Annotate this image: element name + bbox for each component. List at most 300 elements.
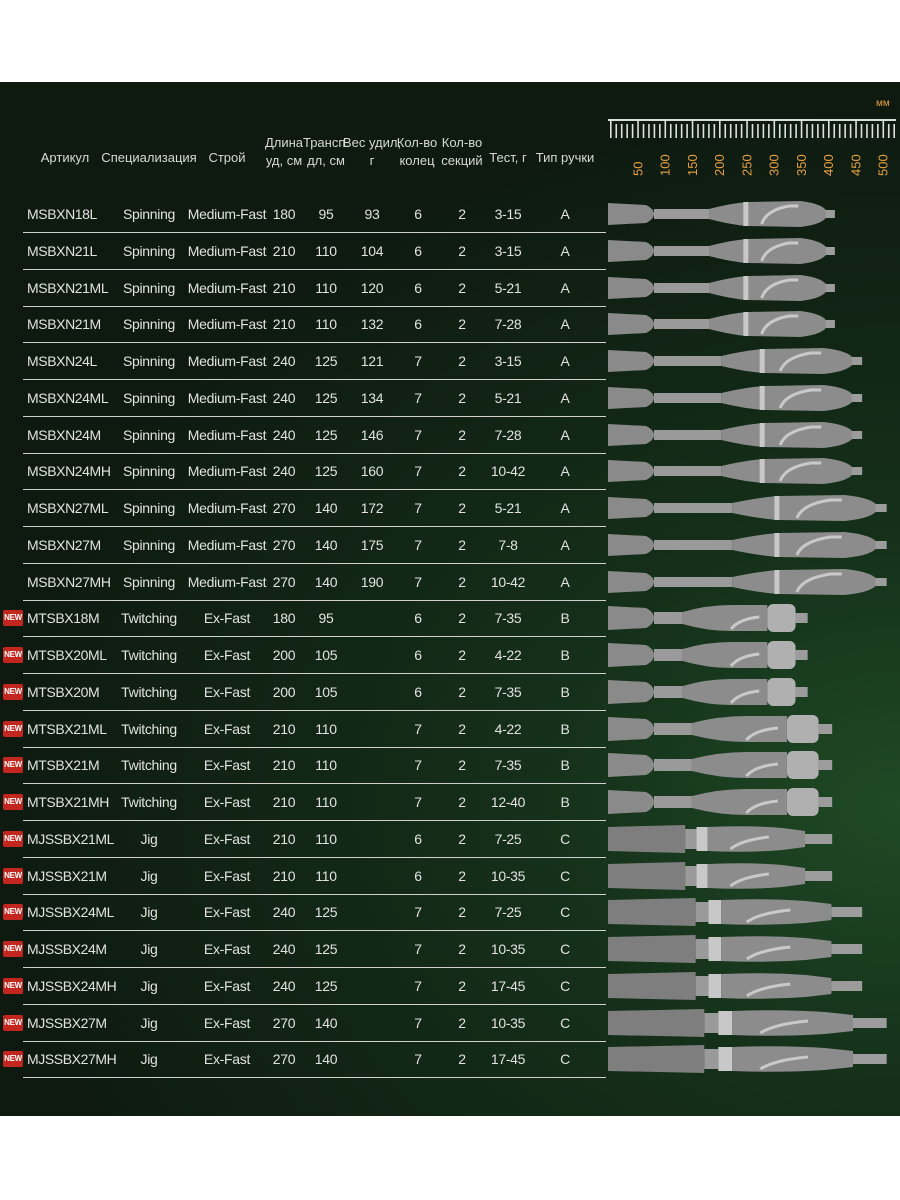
ruler-label: 100	[657, 154, 673, 176]
action-cell: Medium-Fast	[187, 242, 267, 259]
test-cell: 10-35	[490, 867, 526, 884]
winding-check	[767, 678, 795, 706]
mm-ruler	[606, 82, 900, 182]
length-cell: 200	[272, 683, 296, 700]
butt-grip	[608, 497, 654, 519]
sections-cell: 2	[458, 426, 466, 443]
action-cell: Medium-Fast	[187, 389, 267, 406]
table-row	[0, 821, 900, 858]
spec-cell: Spinning	[122, 389, 176, 406]
ruler-unit-label: мм	[876, 98, 890, 109]
article-cell: MSBXN27MH	[27, 573, 111, 590]
tip-ferrule	[852, 357, 862, 365]
handle-type-cell: A	[560, 426, 570, 443]
handle-type-cell: A	[560, 353, 570, 369]
new-badge: NEW	[3, 757, 23, 773]
sections-cell: 2	[458, 463, 466, 480]
tip-ferrule	[819, 760, 833, 770]
handle-type-cell: B	[560, 683, 570, 700]
table-row	[0, 453, 900, 490]
butt-grip	[608, 277, 654, 299]
table-row	[0, 270, 900, 307]
header-sections: Кол-во секций	[441, 135, 483, 168]
length-cell: 270	[272, 573, 296, 590]
transport-cell: 140	[314, 1014, 338, 1031]
rings-cell: 7	[414, 500, 422, 516]
transport-cell: 125	[314, 977, 338, 994]
action-cell: Ex-Fast	[203, 757, 251, 774]
handle-type-cell: A	[560, 463, 570, 480]
spec-cell: Spinning	[122, 426, 176, 443]
ruler-tick	[872, 124, 874, 138]
table-row	[0, 711, 900, 748]
blank-section	[654, 246, 709, 256]
blank-section	[654, 686, 683, 698]
article-cell: MTSBX20M	[27, 683, 100, 700]
handle-diagram	[606, 343, 898, 379]
transport-cell: 125	[314, 426, 338, 443]
handle-diagram	[606, 270, 898, 306]
handle-type-cell: C	[560, 830, 570, 847]
transport-cell: 95	[318, 610, 334, 627]
test-cell: 5-21	[494, 500, 522, 516]
spec-cell: Spinning	[122, 206, 176, 222]
rings-cell: 6	[414, 683, 422, 700]
article-cell: MTSBX18M	[27, 610, 100, 627]
handle-diagram	[606, 380, 898, 416]
action-cell: Ex-Fast	[203, 830, 251, 847]
tip-ferrule	[819, 797, 833, 807]
blank-section	[685, 866, 696, 886]
tip-ferrule	[826, 320, 835, 328]
ruler-tick	[626, 124, 628, 138]
handle-type-cell: A	[560, 573, 570, 590]
article-cell: MSBXN24ML	[27, 389, 109, 406]
ruler-tick	[763, 124, 765, 138]
article-cell: MSBXN21M	[27, 316, 101, 333]
tip-ferrule	[805, 871, 832, 881]
tip-ferrule	[796, 650, 808, 660]
test-cell: 4-22	[494, 647, 522, 663]
reel-seat-ring	[774, 533, 779, 557]
handle-diagram	[606, 196, 898, 232]
row-divider	[23, 1077, 606, 1078]
blank-section	[654, 430, 721, 440]
tip-ferrule	[875, 504, 886, 512]
reel-seat-ring	[760, 423, 765, 447]
table-row	[0, 380, 900, 417]
blank-section	[654, 649, 683, 661]
spec-cell: Twitching	[121, 794, 177, 810]
sections-cell: 2	[458, 242, 466, 259]
reel-seat-ring	[708, 974, 721, 998]
ruler-tick	[779, 124, 781, 138]
table-row	[0, 306, 900, 343]
winding-check	[787, 715, 819, 743]
blank-section	[654, 356, 721, 366]
tip-ferrule	[826, 284, 835, 292]
handle-diagram	[606, 968, 898, 1004]
article-cell: MTSBX20ML	[27, 647, 107, 663]
rings-cell: 6	[414, 206, 422, 222]
spec-table-panel	[0, 82, 900, 1116]
length-cell: 210	[272, 757, 296, 774]
handle-type-cell: C	[560, 977, 570, 994]
handle-diagram	[606, 674, 898, 710]
ruler-tick	[724, 124, 726, 138]
ruler-tick	[861, 124, 863, 138]
transport-cell: 125	[314, 904, 338, 921]
butt-grip	[608, 606, 654, 630]
length-cell: 180	[272, 610, 296, 627]
handle-type-cell: B	[560, 647, 570, 663]
handle-type-cell: A	[560, 279, 570, 296]
blank-section	[654, 540, 732, 550]
blank-section	[704, 1013, 718, 1033]
rings-cell: 6	[414, 316, 422, 333]
spec-cell: Twitching	[121, 757, 177, 774]
new-badge: NEW	[3, 941, 23, 957]
article-cell: MSBXN18L	[27, 206, 97, 222]
handle-diagram	[606, 711, 898, 747]
header-specialization: Специализация	[101, 150, 197, 165]
sections-cell: 2	[458, 536, 466, 553]
article-cell: MSBXN24L	[27, 353, 97, 369]
ruler-tick	[697, 124, 699, 138]
ruler-tick	[839, 124, 841, 138]
reel-seat-ring	[743, 312, 748, 336]
sections-cell: 2	[458, 279, 466, 296]
blank-section	[696, 976, 709, 996]
length-cell: 240	[272, 389, 296, 406]
rings-cell: 7	[414, 1014, 422, 1031]
table-row	[0, 233, 900, 270]
article-cell: MSBXN24M	[27, 426, 101, 443]
ruler-tick	[828, 120, 830, 138]
handle-diagram	[606, 453, 898, 489]
ruler-label: 250	[739, 154, 755, 176]
ruler-tick	[735, 124, 737, 138]
article-cell: MJSSBX24MH	[27, 977, 117, 994]
tip-ferrule	[853, 1018, 887, 1028]
spec-cell: Jig	[140, 904, 158, 921]
test-cell: 10-42	[490, 573, 526, 590]
handle-diagram	[606, 490, 898, 526]
sections-cell: 2	[458, 1014, 466, 1031]
rings-cell: 6	[414, 279, 422, 296]
article-cell: MSBXN27ML	[27, 500, 109, 516]
header-length: Длина уд, см	[264, 135, 304, 168]
ruler-tick	[665, 120, 667, 138]
weight-cell: 160	[360, 463, 384, 480]
test-cell: 10-42	[490, 463, 526, 480]
length-cell: 270	[272, 536, 296, 553]
tip-ferrule	[852, 467, 862, 475]
action-cell: Medium-Fast	[187, 426, 267, 443]
transport-cell: 140	[314, 500, 338, 516]
sections-cell: 2	[458, 500, 466, 516]
new-badge: NEW	[3, 1015, 23, 1031]
rings-cell: 7	[414, 794, 422, 810]
length-cell: 210	[272, 316, 296, 333]
length-cell: 210	[272, 867, 296, 884]
ruler-tick	[833, 124, 835, 138]
butt-grip	[608, 240, 654, 262]
length-cell: 180	[272, 206, 296, 222]
transport-cell: 140	[314, 573, 338, 590]
action-cell: Ex-Fast	[203, 977, 251, 994]
handle-type-cell: C	[560, 1051, 570, 1068]
test-cell: 17-45	[490, 1051, 526, 1068]
new-badge: NEW	[3, 794, 23, 810]
test-cell: 3-15	[494, 242, 522, 259]
length-cell: 210	[272, 720, 296, 737]
table-row	[0, 637, 900, 674]
spec-cell: Spinning	[122, 573, 176, 590]
handle-diagram	[606, 1041, 898, 1077]
handle-type-cell: A	[560, 500, 570, 516]
rings-cell: 7	[414, 1051, 422, 1068]
ruler-tick	[893, 124, 895, 138]
rings-cell: 6	[414, 242, 422, 259]
ruler-label: 150	[684, 154, 700, 176]
ruler-tick	[844, 124, 846, 138]
new-badge: NEW	[3, 610, 23, 626]
table-row	[0, 858, 900, 895]
butt-grip	[608, 571, 654, 593]
tip-ferrule	[853, 1054, 887, 1064]
rings-cell: 7	[414, 904, 422, 921]
transport-cell: 105	[314, 647, 338, 663]
butt-grip	[608, 460, 654, 482]
ruler-label: 50	[630, 161, 646, 176]
transport-cell: 125	[314, 389, 338, 406]
butt-grip	[608, 753, 654, 777]
handle-diagram	[606, 1005, 898, 1041]
ruler-tick	[686, 124, 688, 138]
handle-diagram	[606, 600, 898, 636]
transport-cell: 110	[315, 279, 337, 296]
test-cell: 7-25	[494, 904, 522, 921]
reel-seat-ring	[696, 864, 707, 888]
action-cell: Ex-Fast	[203, 941, 251, 957]
ruler-tick	[708, 124, 710, 138]
butt-grip	[608, 1009, 704, 1037]
ruler-tick	[883, 120, 885, 138]
reel-seat-ring	[774, 570, 779, 594]
butt-grip	[608, 898, 696, 926]
blank-section	[696, 902, 709, 922]
ruler-tick	[855, 120, 857, 138]
reel-seat-ring	[718, 1047, 732, 1071]
rings-cell: 7	[414, 757, 422, 774]
reel-seat-ring	[774, 496, 779, 520]
sections-cell: 2	[458, 794, 466, 810]
weight-cell: 93	[364, 206, 380, 222]
tip-ferrule	[796, 687, 808, 697]
butt-grip	[608, 350, 654, 372]
length-cell: 210	[272, 279, 296, 296]
article-cell: MJSSBX21ML	[27, 830, 115, 847]
test-cell: 4-22	[494, 720, 522, 737]
butt-grip	[608, 680, 654, 704]
spec-cell: Jig	[140, 867, 158, 884]
ruler-tick	[790, 124, 792, 138]
handle-diagram	[606, 564, 898, 600]
handle-type-cell: A	[560, 316, 570, 333]
ruler-tick	[774, 120, 776, 138]
weight-cell: 175	[360, 536, 384, 553]
ruler-tick	[752, 124, 754, 138]
transport-cell: 110	[315, 242, 337, 259]
table-row	[0, 894, 900, 931]
blank-section	[654, 209, 709, 219]
spec-cell: Spinning	[122, 279, 176, 296]
table-row	[0, 747, 900, 784]
sections-cell: 2	[458, 1051, 466, 1068]
spec-cell: Jig	[140, 941, 158, 957]
handle-type-cell: B	[560, 720, 570, 737]
sections-cell: 2	[458, 610, 466, 627]
test-cell: 7-35	[494, 757, 522, 774]
spec-cell: Spinning	[122, 242, 176, 259]
handle-type-cell: B	[560, 757, 570, 774]
ruler-label: 350	[793, 154, 809, 176]
action-cell: Ex-Fast	[203, 610, 251, 627]
rings-cell: 7	[414, 941, 422, 957]
ruler-tick	[670, 124, 672, 138]
handle-diagram	[606, 931, 898, 967]
sections-cell: 2	[458, 683, 466, 700]
handle-type-cell: A	[560, 536, 570, 553]
header-test: Тест, г	[489, 150, 527, 165]
spec-cell: Jig	[140, 830, 158, 847]
butt-grip	[608, 717, 654, 741]
handle-diagram	[606, 417, 898, 453]
length-cell: 270	[272, 1051, 296, 1068]
reel-seat-ring	[696, 827, 707, 851]
ruler-tick	[610, 120, 612, 138]
article-cell: MSBXN24MH	[27, 463, 111, 480]
handle-diagram	[606, 637, 898, 673]
article-cell: MTSBX21ML	[27, 720, 107, 737]
tip-ferrule	[796, 613, 808, 623]
weight-cell: 146	[360, 426, 384, 443]
handle-type-cell: B	[560, 610, 570, 627]
table-row	[0, 1005, 900, 1042]
reel-seat-ring	[708, 937, 721, 961]
action-cell: Ex-Fast	[203, 720, 251, 737]
table-row	[0, 490, 900, 527]
sections-cell: 2	[458, 206, 466, 222]
sections-cell: 2	[458, 867, 466, 884]
butt-grip	[608, 790, 654, 814]
handle-diagram	[606, 821, 898, 857]
sections-cell: 2	[458, 573, 466, 590]
weight-cell: 104	[360, 242, 384, 259]
length-cell: 210	[272, 794, 296, 810]
ruler-tick	[768, 124, 770, 138]
test-cell: 7-28	[494, 426, 522, 443]
new-badge: NEW	[3, 831, 23, 847]
test-cell: 17-45	[490, 977, 526, 994]
ruler-tick	[741, 124, 743, 138]
table-row	[0, 784, 900, 821]
test-cell: 12-40	[490, 794, 526, 810]
blank-section	[696, 939, 709, 959]
article-cell: MSBXN21L	[27, 242, 97, 259]
new-badge: NEW	[3, 978, 23, 994]
ruler-tick	[795, 124, 797, 138]
article-cell: MJSSBX27MH	[27, 1051, 117, 1068]
sections-cell: 2	[458, 830, 466, 847]
winding-check	[767, 641, 795, 669]
ruler-tick	[654, 124, 656, 138]
tip-ferrule	[852, 394, 862, 402]
table-row	[0, 968, 900, 1005]
winding-check	[787, 788, 819, 816]
transport-cell: 110	[315, 720, 337, 737]
butt-grip	[608, 424, 654, 446]
tip-ferrule	[875, 578, 886, 586]
spec-cell: Twitching	[121, 683, 177, 700]
length-cell: 210	[272, 830, 296, 847]
table-row	[0, 527, 900, 564]
action-cell: Ex-Fast	[203, 1051, 251, 1068]
butt-grip	[608, 972, 696, 1000]
test-cell: 10-35	[490, 941, 526, 957]
article-cell: MJSSBX21M	[27, 867, 107, 884]
blank-section	[654, 723, 692, 735]
sections-cell: 2	[458, 389, 466, 406]
tip-ferrule	[831, 981, 862, 991]
rings-cell: 7	[414, 720, 422, 737]
blank-section	[685, 829, 696, 849]
handle-type-cell: C	[560, 904, 570, 921]
ruler-tick	[714, 124, 716, 138]
ruler-label: 200	[712, 154, 727, 176]
ruler-tick	[757, 124, 759, 138]
transport-cell: 125	[314, 463, 338, 480]
test-cell: 5-21	[494, 389, 522, 406]
ruler-label: 300	[766, 154, 782, 176]
action-cell: Medium-Fast	[187, 573, 267, 590]
handle-diagram	[606, 784, 898, 820]
spec-cell: Spinning	[122, 536, 176, 553]
transport-cell: 110	[315, 794, 337, 810]
spec-cell: Spinning	[122, 353, 176, 369]
article-cell: MJSSBX24M	[27, 941, 107, 957]
rings-cell: 7	[414, 353, 422, 369]
table-row	[0, 343, 900, 380]
ruler-tick	[659, 124, 661, 138]
handle-diagram	[606, 747, 898, 783]
sections-cell: 2	[458, 941, 466, 957]
ruler-tick	[888, 124, 890, 138]
reel-seat-ring	[743, 276, 748, 300]
action-cell: Medium-Fast	[187, 279, 267, 296]
header-action: Строй	[208, 150, 246, 165]
butt-grip	[608, 203, 654, 225]
spec-cell: Spinning	[122, 316, 176, 333]
rings-cell: 6	[414, 830, 422, 847]
blank-section	[654, 759, 692, 771]
action-cell: Ex-Fast	[203, 794, 251, 810]
test-cell: 10-35	[490, 1014, 526, 1031]
handle-type-cell: C	[560, 1014, 570, 1031]
action-cell: Ex-Fast	[203, 647, 251, 663]
spec-cell: Spinning	[122, 463, 176, 480]
